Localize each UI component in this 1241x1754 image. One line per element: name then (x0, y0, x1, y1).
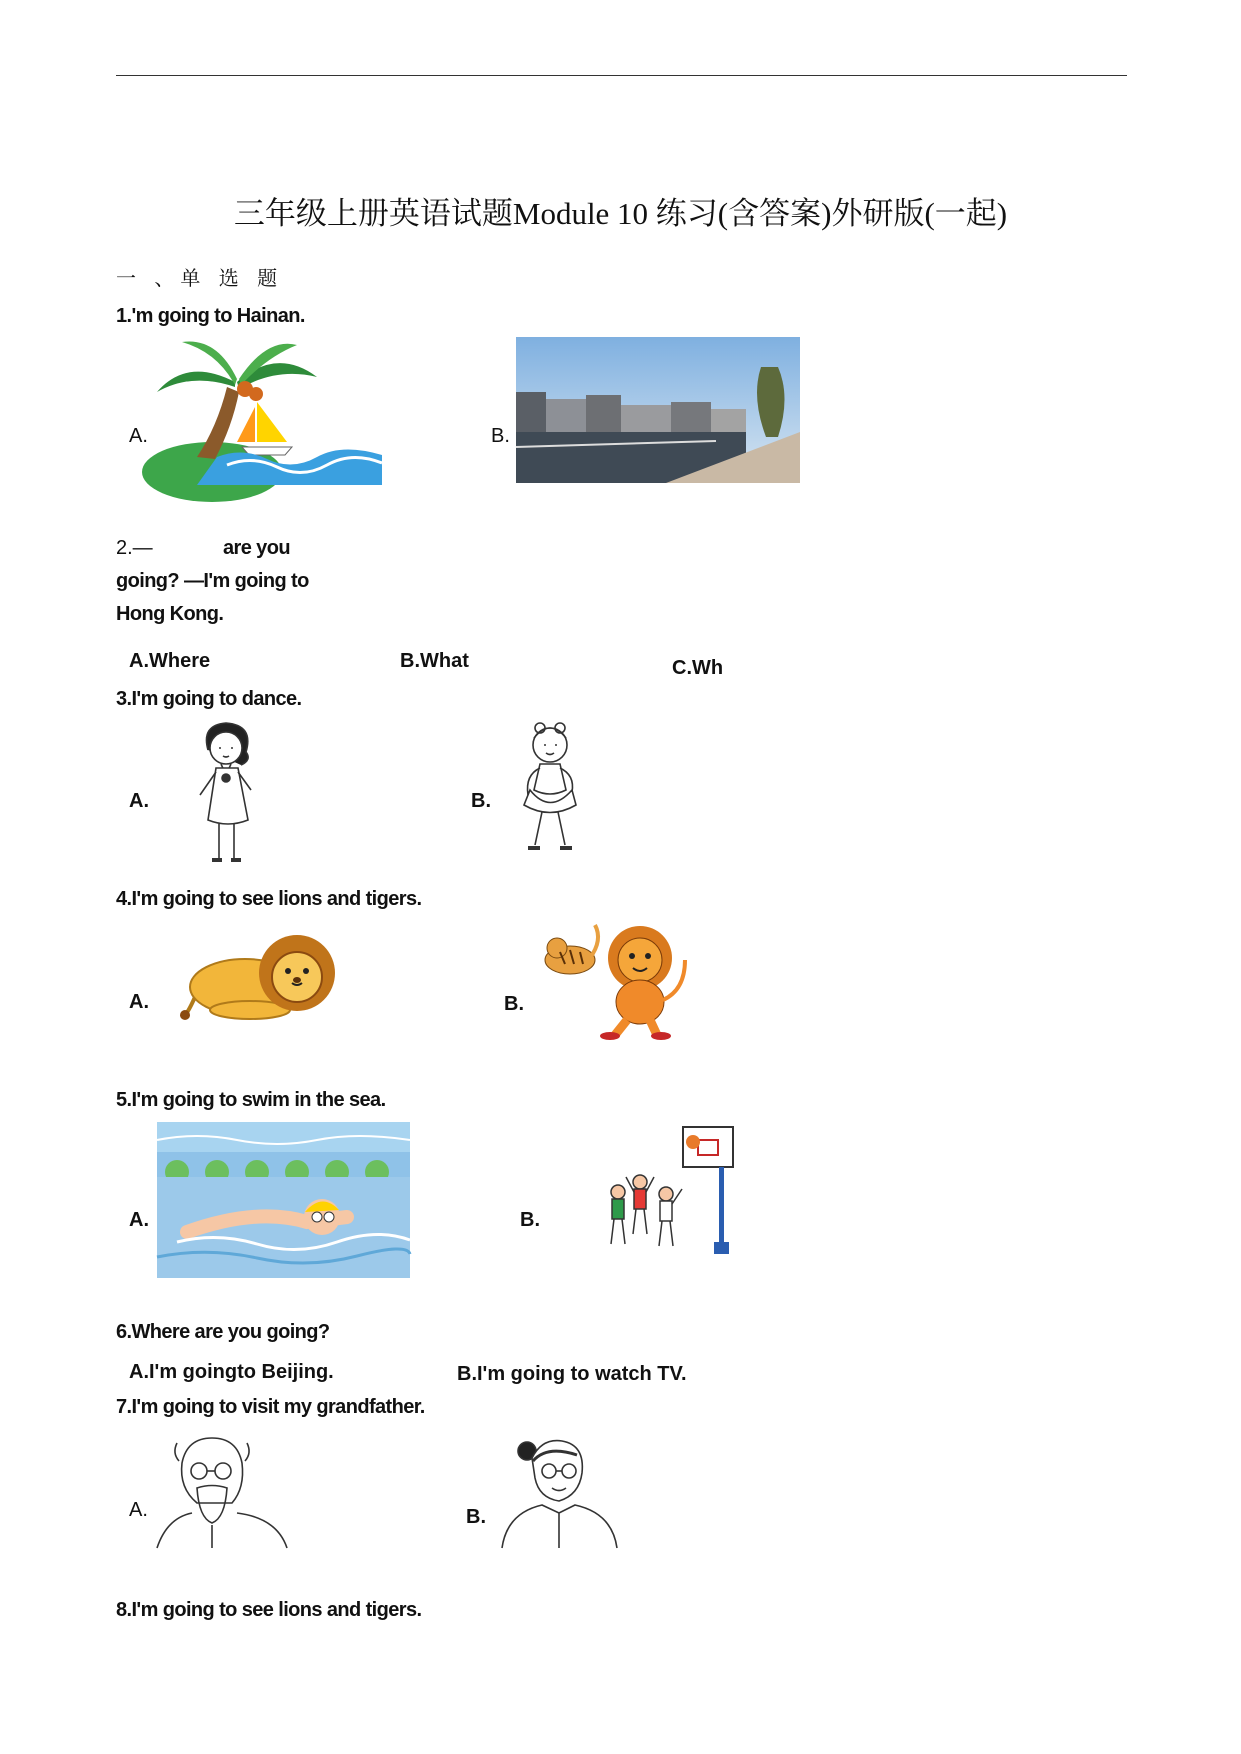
q6-option-b[interactable]: B.I'm going to watch TV. (457, 1363, 687, 1385)
q1-option-b-label[interactable]: B. (491, 425, 510, 447)
question-4: 4.I'm going to see lions and tigers. (116, 888, 422, 910)
boy-swimming-image[interactable] (157, 1122, 410, 1278)
q4-option-b-label[interactable]: B. (504, 993, 524, 1015)
section-heading: 一 、单 选 题 (116, 266, 284, 290)
question-7: 7.I'm going to visit my grandfather. (116, 1396, 425, 1418)
q2-option-c[interactable]: C.Wh (672, 657, 724, 679)
question-8: 8.I'm going to see lions and tigers. (116, 1599, 422, 1621)
question-3: 3.I'm going to dance. (116, 688, 302, 710)
question-5: 5.I'm going to swim in the sea. (116, 1089, 386, 1111)
q3-option-b-label[interactable]: B. (471, 790, 491, 812)
q1-option-a-label[interactable]: A. (129, 425, 148, 447)
grandfather-image[interactable] (157, 1433, 302, 1548)
q4-option-a-label[interactable]: A. (129, 991, 149, 1013)
girl-singing-image[interactable] (186, 720, 271, 870)
question-1: 1.'m going to Hainan. (116, 305, 305, 327)
palm-tree-island-image[interactable] (157, 337, 382, 485)
q2-text-line2: going? —I'm going to (116, 570, 309, 592)
q5-option-b-label[interactable]: B. (520, 1209, 540, 1231)
page-title: 三年级上册英语试题Module 10 练习(含答案)外研版(一起) (233, 196, 1008, 231)
q6-option-a[interactable]: A.I'm goingto Beijing. (129, 1361, 334, 1383)
header-rule (116, 75, 1127, 76)
kids-basketball-image[interactable] (598, 1122, 738, 1267)
q2-option-b[interactable]: B.What (400, 650, 469, 672)
q7-option-b-label[interactable]: B. (466, 1506, 486, 1528)
q2-option-a[interactable]: A.Where (129, 650, 211, 672)
q2-text-line1-a: 2.— (116, 537, 153, 559)
q2-option-c-clip (672, 650, 724, 679)
q2-text-line1-b: are you (223, 537, 290, 559)
tiger-and-lion-image[interactable] (535, 920, 700, 1040)
girl-dancing-image[interactable] (510, 720, 590, 865)
q5-option-a-label[interactable]: A. (129, 1209, 149, 1231)
lion-image[interactable] (180, 925, 335, 1025)
q7-option-a-label[interactable]: A. (129, 1499, 148, 1521)
city-riverside-photo[interactable] (516, 337, 800, 483)
q2-text-line3: Hong Kong. (116, 603, 224, 625)
grandmother-image[interactable] (497, 1433, 627, 1548)
q3-option-a-label[interactable]: A. (129, 790, 149, 812)
question-6: 6.Where are you going? (116, 1321, 330, 1343)
